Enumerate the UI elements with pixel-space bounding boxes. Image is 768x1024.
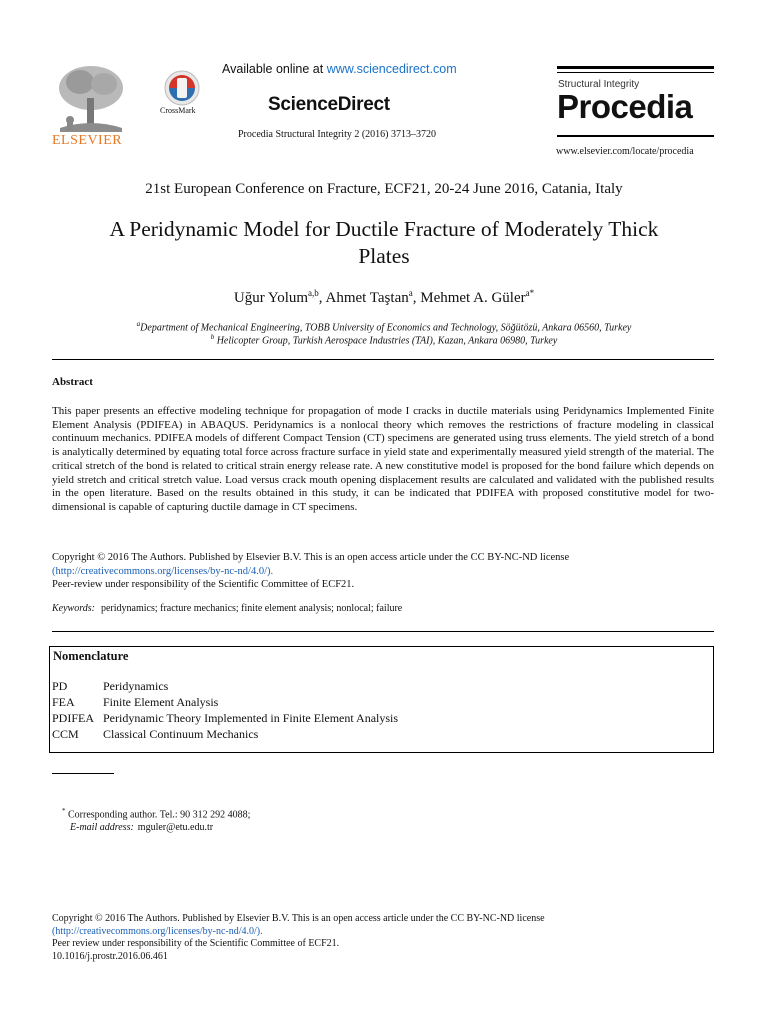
nomenclature-heading: Nomenclature: [53, 649, 129, 663]
author-affil-mark: a,b: [308, 288, 319, 298]
sciencedirect-link[interactable]: www.sciencedirect.com: [326, 62, 457, 76]
footer-copyright-line: Copyright © 2016 The Authors. Published by Elsevier B.V. This is an open access article under the CC BY-NC-ND license: [52, 913, 545, 924]
email-note: [70, 822, 213, 833]
affiliation-a: [0, 320, 768, 333]
copyright-line: Copyright © 2016 The Authors. Published by Elsevier B.V. This is an open access article under the CC BY-NC-ND license: [52, 552, 570, 563]
nomenclature-definition: Classical Continuum Mechanics: [103, 727, 259, 741]
journal-rule-thin: [557, 72, 714, 73]
nomenclature-abbr: PDIFEA: [52, 711, 95, 725]
journal-subtitle: Structural Integrity: [558, 79, 640, 90]
sciencedirect-brand: ScienceDirect: [268, 94, 390, 115]
nomenclature-definition: Peridynamics: [103, 679, 169, 693]
nomenclature-definition: Peridynamic Theory Implemented in Finite Element Analysis: [103, 711, 399, 725]
journal-title: Procedia: [557, 88, 693, 125]
nomenclature-abbr: CCM: [52, 727, 79, 741]
publisher-wordmark: ELSEVIER: [52, 133, 123, 148]
journal-rule-bottom: [557, 135, 714, 137]
journal-rule-top: [557, 66, 714, 69]
author-affil-mark: a: [408, 288, 413, 298]
available-prefix: Available online at: [222, 62, 327, 76]
page-footer: [52, 913, 714, 963]
footer-license-link[interactable]: (http://creativecommons.org/licenses/by-nc-nd/4.0/).: [52, 925, 263, 937]
affiliation-text: Department of Mechanical Engineering, TOBB University of Economics and Technology, Söğütözü, Ankara 06560, Turkey: [140, 322, 632, 334]
author-separator: ,: [412, 290, 421, 306]
journal-url[interactable]: www.elsevier.com/locate/procedia: [556, 146, 694, 157]
paper-title-line-2: Plates: [358, 244, 410, 268]
available-online-line: [222, 62, 457, 76]
section-divider: [52, 631, 714, 632]
email-label: E-mail address:: [70, 822, 134, 833]
author-name: Mehmet A. Güler: [420, 290, 526, 306]
journal-reference: Procedia Structural Integrity 2 (2016) 3713–3720: [238, 129, 437, 140]
affiliation-mark: b: [210, 333, 215, 341]
nomenclature-abbr: FEA: [52, 695, 75, 709]
email-address[interactable]: mguler@etu.edu.tr: [137, 822, 214, 833]
keywords-line: [52, 603, 402, 614]
license-link[interactable]: (http://creativecommons.org/licenses/by-nc-nd/4.0/).: [52, 565, 274, 577]
abstract-heading: Abstract: [52, 376, 93, 388]
author-affil-mark: a*: [525, 288, 535, 298]
corresponding-author-text: Corresponding author. Tel.: 90 312 292 4088;: [65, 809, 251, 821]
author-name: Uğur Yolum: [233, 290, 309, 306]
doi[interactable]: 10.1016/j.prostr.2016.06.461: [52, 950, 168, 962]
nomenclature-abbr: PD: [52, 679, 68, 693]
affiliation-mark: a: [136, 320, 141, 328]
affiliation-b: [0, 333, 768, 346]
copyright-notice: [52, 551, 714, 592]
author-separator: ,: [318, 290, 326, 306]
paper-title: [40, 216, 728, 270]
corresponding-author-note: [62, 807, 250, 820]
conference-line: 21st European Conference on Fracture, ECF21, 20-24 June 2016, Catania, Italy: [145, 181, 623, 197]
nomenclature-definition: Finite Element Analysis: [103, 695, 219, 709]
paper-title-line-1: A Peridynamic Model for Ductile Fracture of Moderately Thick: [109, 217, 659, 241]
crossmark-label: CrossMark: [160, 106, 196, 115]
affiliation-text: Helicopter Group, Turkish Aerospace Industries (TAI), Kazan, Ankara 06980, Turkey: [214, 335, 558, 347]
author-list: [0, 288, 768, 307]
footnote-rule: [52, 773, 114, 774]
keywords-text: peridynamics; fracture mechanics; finite element analysis; nonlocal; failure: [100, 603, 403, 614]
peer-review-line: Peer-review under responsibility of the Scientific Committee of ECF21.: [52, 579, 355, 590]
footnote-mark: *: [62, 807, 66, 815]
footer-peer-review-line: Peer review under responsibility of the Scientific Committee of ECF21.: [52, 938, 340, 949]
abstract-text: This paper presents an effective modeling technique for propagation of mode I cracks in ductile materials using Peridynamics Implemented Finite Element Analysis (PDIFEA) in ABAQUS. Peridynamics is a nonlocal theory which removes the restrictions of fracture modeling in classical continuum mechanics. PDIFEA models of different Compact Tension (CT) specimens are generated using truss elements. The yield stretch of a bond is analytically determined by equating total force across fracture surface in yield state and experimentally measured yield strength of the material. The critical stretch of the bond is related to critical strain energy release rate. A new constitutive model is proposed for the bond failure which depends on yield stretch and critical stretch value. Load versus crack mouth opening displacement results are calculated and validated with the published results in the open literature. Based on the results obtained in this study, it can be indicated that PDIFEA with proposed constitutive model for two-dimensional is capable of capturing ductile damage in CT specimens.: [52, 405, 714, 513]
section-divider: [52, 359, 714, 360]
keywords-label: Keywords:: [52, 603, 95, 614]
author-name: Ahmet Taştan: [325, 290, 409, 306]
